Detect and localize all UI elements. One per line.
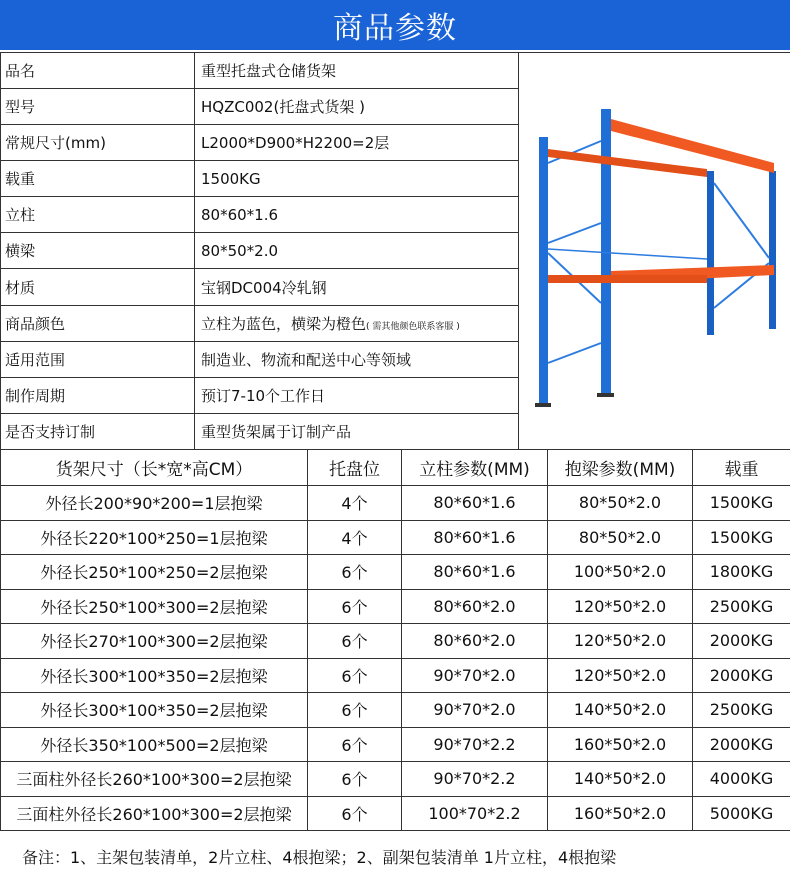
cell-load: 2000KG: [693, 658, 790, 693]
cell-size: 外径长270*100*300=2层抱梁: [1, 624, 308, 659]
cell-beam-spec: 100*50*2.0: [548, 555, 693, 590]
cell-beam-spec: 160*50*2.0: [548, 796, 693, 831]
cell-beam-spec: 120*50*2.0: [548, 624, 693, 659]
cell-load: 1500KG: [693, 486, 790, 521]
spec-row: [1, 53, 790, 89]
spec-label: 商品颜色: [1, 305, 195, 341]
cell-beam-spec: 120*50*2.0: [548, 589, 693, 624]
size-row: [1, 727, 790, 762]
cell-upright-spec: 90*70*2.2: [402, 762, 548, 797]
cell-beam-spec: 80*50*2.0: [548, 486, 693, 521]
spec-value: 80*60*1.6: [195, 197, 519, 233]
header-load: 载重: [693, 450, 790, 486]
spec-label: 材质: [1, 269, 195, 305]
cell-upright-spec: 90*70*2.0: [402, 658, 548, 693]
cell-size: 外径长220*100*250=1层抱梁: [1, 520, 308, 555]
size-row: [1, 589, 790, 624]
spec-value: 80*50*2.0: [195, 233, 519, 269]
size-header-row: [1, 450, 790, 486]
spec-value: L2000*D900*H2200=2层: [195, 125, 519, 161]
spec-value: 制造业、物流和配送中心等领域: [195, 341, 519, 377]
cell-size: 外径长300*100*350=2层抱梁: [1, 658, 308, 693]
cell-beam-spec: 120*50*2.0: [548, 658, 693, 693]
cell-pallet-positions: 6个: [308, 762, 402, 797]
cell-pallet-positions: 6个: [308, 555, 402, 590]
spec-label: 品名: [1, 53, 195, 89]
size-row: [1, 658, 790, 693]
cell-pallet-positions: 6个: [308, 624, 402, 659]
cell-size: 外径长350*100*500=2层抱梁: [1, 727, 308, 762]
cell-size: 三面柱外径长260*100*300=2层抱梁: [1, 796, 308, 831]
spec-value: 宝钢DC004冷轧钢: [195, 269, 519, 305]
spec-value: HQZC002(托盘式货架 ): [195, 89, 519, 125]
spec-label: 常规尺寸(mm): [1, 125, 195, 161]
cell-upright-spec: 80*60*2.0: [402, 624, 548, 659]
cell-pallet-positions: 6个: [308, 796, 402, 831]
header-beam-spec: 抱梁参数(MM): [548, 450, 693, 486]
product-image-cell: [519, 53, 790, 450]
packing-note: 备注：1、主架包装清单，2片立柱、4根抱梁；2、副架包装清单 1片立柱，4根抱梁: [22, 848, 617, 867]
header-upright-spec: 立柱参数(MM): [402, 450, 548, 486]
cell-load: 1800KG: [693, 555, 790, 590]
cell-load: 5000KG: [693, 796, 790, 831]
pallet-rack-image: [519, 53, 790, 449]
cell-upright-spec: 100*70*2.2: [402, 796, 548, 831]
header-size: 货架尺寸（长*宽*高CM）: [1, 450, 308, 486]
size-row: [1, 624, 790, 659]
spec-value: 预订7-10个工作日: [195, 377, 519, 413]
size-row: [1, 693, 790, 728]
cell-beam-spec: 160*50*2.0: [548, 727, 693, 762]
size-row: [1, 796, 790, 831]
cell-upright-spec: 80*60*1.6: [402, 486, 548, 521]
cell-upright-spec: 90*70*2.0: [402, 693, 548, 728]
cell-beam-spec: 80*50*2.0: [548, 520, 693, 555]
size-row: [1, 555, 790, 590]
size-row: [1, 762, 790, 797]
cell-size: 外径长250*100*250=2层抱梁: [1, 555, 308, 590]
cell-pallet-positions: 6个: [308, 658, 402, 693]
spec-label: 载重: [1, 161, 195, 197]
spec-value: 重型托盘式仓储货架: [195, 53, 519, 89]
cell-pallet-positions: 6个: [308, 727, 402, 762]
spec-label: 型号: [1, 89, 195, 125]
cell-size: 外径长300*100*350=2层抱梁: [1, 693, 308, 728]
cell-upright-spec: 90*70*2.2: [402, 727, 548, 762]
color-value: 立柱为蓝色，横梁为橙色: [201, 314, 367, 333]
cell-pallet-positions: 6个: [308, 693, 402, 728]
banner-title: 商品参数: [333, 11, 457, 46]
cell-pallet-positions: 4个: [308, 486, 402, 521]
spec-label: 是否支持订制: [1, 413, 195, 449]
cell-pallet-positions: 4个: [308, 520, 402, 555]
cell-size: 外径长250*100*300=2层抱梁: [1, 589, 308, 624]
spec-label: 适用范围: [1, 341, 195, 377]
size-row: [1, 520, 790, 555]
cell-upright-spec: 80*60*1.6: [402, 555, 548, 590]
cell-load: 2000KG: [693, 624, 790, 659]
page-banner: [0, 0, 790, 50]
cell-beam-spec: 140*50*2.0: [548, 693, 693, 728]
cell-load: 2000KG: [693, 727, 790, 762]
cell-size: 三面柱外径长260*100*300=2层抱梁: [1, 762, 308, 797]
cell-load: 1500KG: [693, 520, 790, 555]
cell-load: 2500KG: [693, 693, 790, 728]
cell-pallet-positions: 6个: [308, 589, 402, 624]
spec-label: 制作周期: [1, 377, 195, 413]
spec-value: [195, 305, 519, 341]
size-table: [0, 449, 790, 831]
spec-value: 1500KG: [195, 161, 519, 197]
cell-beam-spec: 140*50*2.0: [548, 762, 693, 797]
spec-table: [0, 52, 790, 450]
cell-upright-spec: 80*60*1.6: [402, 520, 548, 555]
cell-load: 4000KG: [693, 762, 790, 797]
cell-load: 2500KG: [693, 589, 790, 624]
color-note: ( 需其他颜色联系客服 ): [366, 321, 460, 332]
header-pallet-positions: 托盘位: [308, 450, 402, 486]
cell-upright-spec: 80*60*2.0: [402, 589, 548, 624]
spec-value: 重型货架属于订制产品: [195, 413, 519, 449]
cell-size: 外径长200*90*200=1层抱梁: [1, 486, 308, 521]
spec-label: 立柱: [1, 197, 195, 233]
size-row: [1, 486, 790, 521]
spec-label: 横梁: [1, 233, 195, 269]
